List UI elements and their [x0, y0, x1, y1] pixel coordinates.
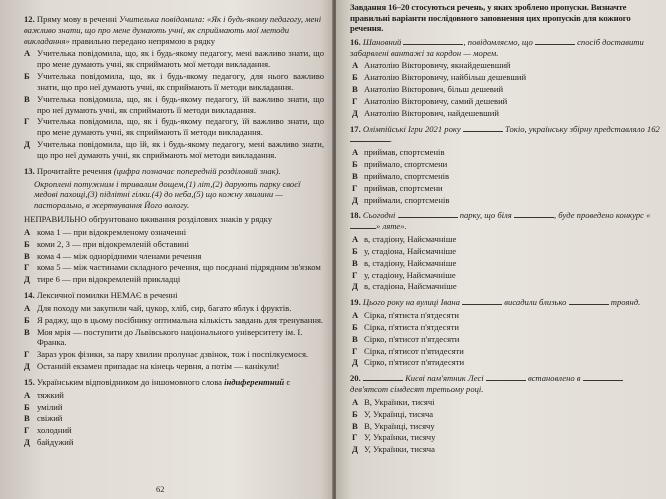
- answer-option: [24, 425, 324, 436]
- option-text: кома 4 — між однорідними членами речення: [37, 250, 202, 261]
- question-15-stem: 15. Українським відповідником до іншомовного слова індиферентний є: [24, 376, 291, 387]
- option-text: кома 1 — при відокремленому означенні: [37, 226, 187, 237]
- blank: [350, 221, 376, 229]
- option-text: Учителька повідомила, що, як і будь-якому педагогу, їй важливо знати, що про мене думають учні, як сприймають її методи викладання.: [37, 116, 324, 138]
- question-13-question: НЕПРАВИЛЬНО обґрунтовано вживання розділових знаків у рядку: [24, 214, 272, 225]
- blank: [363, 373, 403, 381]
- blank: [462, 297, 502, 305]
- question-19-stem: 19. Цього року на вулиці Івана висадили близько троянд.: [350, 297, 641, 308]
- answer-option: [352, 258, 660, 269]
- answer-option: [352, 421, 660, 432]
- answer-option: [24, 251, 324, 262]
- option-letter: Д: [24, 139, 30, 150]
- option-letter: Г: [352, 269, 358, 280]
- right-page: [336, 0, 666, 499]
- answer-option: [24, 71, 324, 93]
- option-text: приймав, спортсмени: [364, 182, 443, 193]
- option-text: Анатолію Вікторович, найдешевший: [364, 107, 499, 118]
- option-text: Учителька повідомила, що їй, як і будь-якому педагогу, мені важливо знати, що про неї думають учні, як сприймають мої методи викладання.: [37, 139, 324, 160]
- option-letter: В: [24, 413, 30, 424]
- answer-option: [352, 270, 660, 281]
- option-text: Для походу ми закупили чай, цукор, хліб, сир, багато яблук і фруктів.: [37, 302, 292, 313]
- option-letter: Б: [352, 245, 358, 256]
- answer-option: [24, 315, 324, 326]
- answer-option: [352, 195, 660, 206]
- question-17-options: [350, 147, 660, 205]
- answer-option: [24, 116, 324, 138]
- answer-option: [24, 402, 324, 413]
- tasks-header: Завдання 16–20 стосуються речень, у яких зроблено пропуски. Визначте правильні варіанти послідовного заповнення цих пропусків для кожного речення.: [350, 2, 631, 34]
- question-13-options: [24, 227, 324, 285]
- answer-option: [352, 96, 660, 107]
- option-text: в, стадіону, Найсмачніше: [364, 257, 457, 268]
- option-text: Зараз урок фізики, за пару хвилин пролунає дзвінок, тож і поспілкуємося.: [37, 349, 309, 360]
- option-text: Учителька повідомила, що, як і будь-якому педагогу, їй важливо знати, що про неї думають учні, як сприймають її методи викладання.: [37, 93, 324, 115]
- option-letter: А: [24, 389, 31, 400]
- option-text: приймало, спортсменів: [364, 170, 450, 181]
- blank: [535, 37, 575, 45]
- answer-option: [352, 310, 660, 321]
- question-20-stem: 20. Києві пам'ятник Лесі встановлено в дев'ятсот сімдесят третьому році.: [350, 373, 660, 395]
- option-text: холодний: [37, 425, 72, 436]
- blank: [486, 373, 526, 381]
- answer-option: [352, 84, 660, 95]
- answer-option: [352, 397, 660, 408]
- option-letter: Г: [24, 425, 30, 436]
- option-letter: Б: [24, 401, 30, 412]
- option-letter: Б: [24, 71, 30, 82]
- option-letter: А: [352, 396, 359, 407]
- question-12-options: [24, 48, 324, 160]
- blank: [514, 210, 554, 218]
- option-text: Сірка, п'ятиста п'ятдесяти: [364, 310, 459, 321]
- answer-option: [24, 413, 324, 424]
- option-text: Моя мрія — поступити до Львівського національного університету ім. І. Франка.: [37, 326, 303, 348]
- option-text: тяжкий: [37, 389, 64, 400]
- option-letter: Д: [352, 107, 358, 118]
- option-letter: В: [24, 326, 30, 337]
- option-letter: А: [24, 226, 31, 237]
- option-text: умілий: [37, 401, 63, 412]
- option-text: байдужий: [37, 436, 74, 447]
- answer-option: [352, 322, 660, 333]
- option-text: в, стадіону, Найсмачніше: [364, 234, 457, 245]
- answer-option: [352, 60, 660, 71]
- answer-option: [352, 444, 660, 455]
- question-20-options: [350, 397, 660, 455]
- option-letter: В: [24, 93, 30, 104]
- option-text: У, Українки, тисячу: [364, 432, 436, 443]
- answer-option: [24, 262, 324, 273]
- option-letter: В: [24, 250, 30, 261]
- option-letter: Б: [24, 238, 30, 249]
- option-letter: Г: [24, 349, 30, 360]
- question-13-stem: 13. Прочитайте речення (цифра позначає попередній розділовий знак).: [24, 165, 281, 176]
- question-19: [350, 297, 660, 368]
- option-letter: В: [352, 420, 358, 431]
- question-20: [350, 373, 660, 455]
- option-text: Анатолію Вікторовичу, якнайдешевший: [364, 60, 511, 71]
- answer-option: [24, 227, 324, 238]
- option-letter: А: [352, 60, 359, 71]
- option-letter: Д: [24, 361, 30, 372]
- answer-option: [24, 349, 324, 360]
- option-text: у, стадіону, Найсмачніше: [364, 269, 456, 280]
- option-text: Сірко, п'ятисот п'ятдесяти: [364, 333, 460, 344]
- answer-option: [352, 357, 660, 368]
- answer-option: [352, 246, 660, 257]
- option-text: Сірко, п'ятисот п'ятидесяти: [364, 357, 465, 368]
- question-17-stem: 17. Олімпійські Ігри 2021 року Токіо, українську збірну представляло 162 .: [350, 123, 660, 145]
- question-16-stem: 16. Шановний , повідомляємо, що спосіб доставити забарвлені вантажі за кордон — морем.: [350, 36, 644, 58]
- answer-option: [24, 48, 324, 70]
- option-text: В, Українки, тисячі: [364, 396, 435, 407]
- option-letter: В: [352, 84, 358, 95]
- option-letter: В: [352, 257, 358, 268]
- answer-option: [24, 437, 324, 448]
- answer-option: [24, 274, 324, 285]
- option-text: у, стадіона, Найсмачніше: [364, 245, 457, 256]
- answer-option: [352, 147, 660, 158]
- answer-option: [352, 183, 660, 194]
- option-letter: Б: [352, 159, 358, 170]
- question-13: [24, 166, 324, 285]
- blank: [350, 134, 390, 142]
- option-text: У, Українки, тисяча: [364, 444, 435, 455]
- answer-option: [24, 303, 324, 314]
- answer-option: [24, 239, 324, 250]
- option-letter: Д: [352, 357, 358, 368]
- blank: [583, 373, 623, 381]
- option-letter: Г: [352, 182, 358, 193]
- answer-option: [352, 72, 660, 83]
- answer-option: [352, 159, 660, 170]
- question-18-stem: 18. Сьогодні парку, що біля , буде проведено конкурс «» ляте».: [350, 210, 651, 232]
- question-14: [24, 290, 324, 372]
- option-text: свіжий: [37, 413, 63, 424]
- answer-option: [352, 234, 660, 245]
- option-text: Сірка, п'ятиста п'ятдесяти: [364, 321, 459, 332]
- option-text: тире 6 — при відокремленій прикладці: [37, 274, 181, 285]
- option-text: кома 5 — між частинами складного речення, що поєднані підрядним зв'язком: [37, 262, 321, 273]
- option-text: Анатолію Вікторовичу, найбільш дешевший: [364, 72, 527, 83]
- option-text: приймав, спортсменів: [364, 147, 445, 158]
- answer-option: [24, 361, 324, 372]
- option-letter: В: [352, 170, 358, 181]
- question-18: [350, 210, 660, 292]
- option-letter: Г: [352, 345, 358, 356]
- option-text: У, Українці, тисяча: [364, 408, 434, 419]
- question-19-options: [350, 310, 660, 368]
- option-text: Останній екзамен припадає на кінець червня, а потім — канікули!: [37, 361, 280, 372]
- answer-option: [352, 346, 660, 357]
- option-letter: В: [352, 333, 358, 344]
- option-letter: Д: [24, 436, 30, 447]
- option-text: в, стадіона, Найсмачніше: [364, 281, 457, 292]
- option-letter: А: [24, 302, 31, 313]
- question-14-options: [24, 303, 324, 372]
- answer-option: [24, 327, 324, 349]
- option-letter: А: [24, 48, 31, 59]
- option-letter: А: [352, 234, 359, 245]
- question-17: [350, 124, 660, 206]
- option-letter: Г: [24, 116, 30, 127]
- question-14-stem: 14. Лексичної помилки НЕМАЄ в реченні: [24, 290, 178, 301]
- option-text: приймали, спортсменів: [364, 194, 450, 205]
- blank: [398, 210, 458, 218]
- option-letter: Б: [352, 72, 358, 83]
- answer-option: [352, 432, 660, 443]
- option-letter: Б: [352, 408, 358, 419]
- answer-option: [352, 108, 660, 119]
- page-number: 62: [156, 484, 165, 495]
- answer-option: [24, 139, 324, 161]
- option-letter: Д: [24, 274, 30, 285]
- option-text: Учителька повідомила, що, як і будь-якому педагогу, для нього важливо знати, що про неї думають учні, як сприймають її методи викладання.: [37, 71, 324, 92]
- option-letter: Б: [352, 321, 358, 332]
- question-15: [24, 377, 324, 448]
- option-text: Учителька повідомила, що, як і будь-якому педагогу, мені важливо знати, що про мене думають учні, як сприймають мої методи викладання.: [37, 48, 324, 70]
- option-letter: А: [352, 147, 359, 158]
- question-13-passage: Окроплені потужним і тривалим дощем,(1) літ,(2) дарують парку своєї медові пахощі,(3) підлітні гілки.(4) до неба,(5) що кожну хвилини — пасторально, в жертвування Його вологу.: [34, 178, 301, 211]
- answer-option: [352, 281, 660, 292]
- option-letter: Г: [24, 262, 30, 273]
- answer-option: [352, 171, 660, 182]
- option-letter: Б: [24, 314, 30, 325]
- question-16: [350, 37, 660, 119]
- option-letter: Г: [352, 432, 358, 443]
- answer-option: [24, 94, 324, 116]
- option-text: приймало, спортсмени: [364, 159, 448, 170]
- option-text: коми 2, 3 — при відокремленій обставині: [37, 238, 189, 249]
- question-12: [24, 14, 324, 161]
- option-letter: Г: [352, 95, 358, 106]
- answer-option: [352, 409, 660, 420]
- option-letter: Д: [352, 444, 358, 455]
- blank: [569, 297, 609, 305]
- answer-option: [352, 334, 660, 345]
- option-text: В, Українці, тисячу: [364, 420, 435, 431]
- blank: [463, 124, 503, 132]
- question-18-options: [350, 234, 660, 292]
- option-text: Анатолію Вікторовичу, самий дешевий: [364, 95, 508, 106]
- blank: [403, 37, 463, 45]
- option-text: Я раджу, що в цьому посібнику оптимальна кількість завдань для тренування.: [37, 314, 324, 325]
- option-text: Сірка, п'ятисот п'ятидесяти: [364, 345, 464, 356]
- option-letter: Д: [352, 194, 358, 205]
- option-letter: Д: [352, 281, 358, 292]
- question-15-options: [24, 390, 324, 448]
- question-16-options: [350, 60, 660, 118]
- question-12-stem: 12. Пряму мову в реченні Учителька повідомила: «Як і будь-якому педагогу, мені важливо знати, що про мене думають учні, як сприймають мої методи викладання» правильно передано непрямою в рядку: [24, 14, 322, 46]
- option-letter: А: [352, 310, 359, 321]
- answer-option: [24, 390, 324, 401]
- option-text: Анатолію Вікторович, більш дешевий: [364, 84, 504, 95]
